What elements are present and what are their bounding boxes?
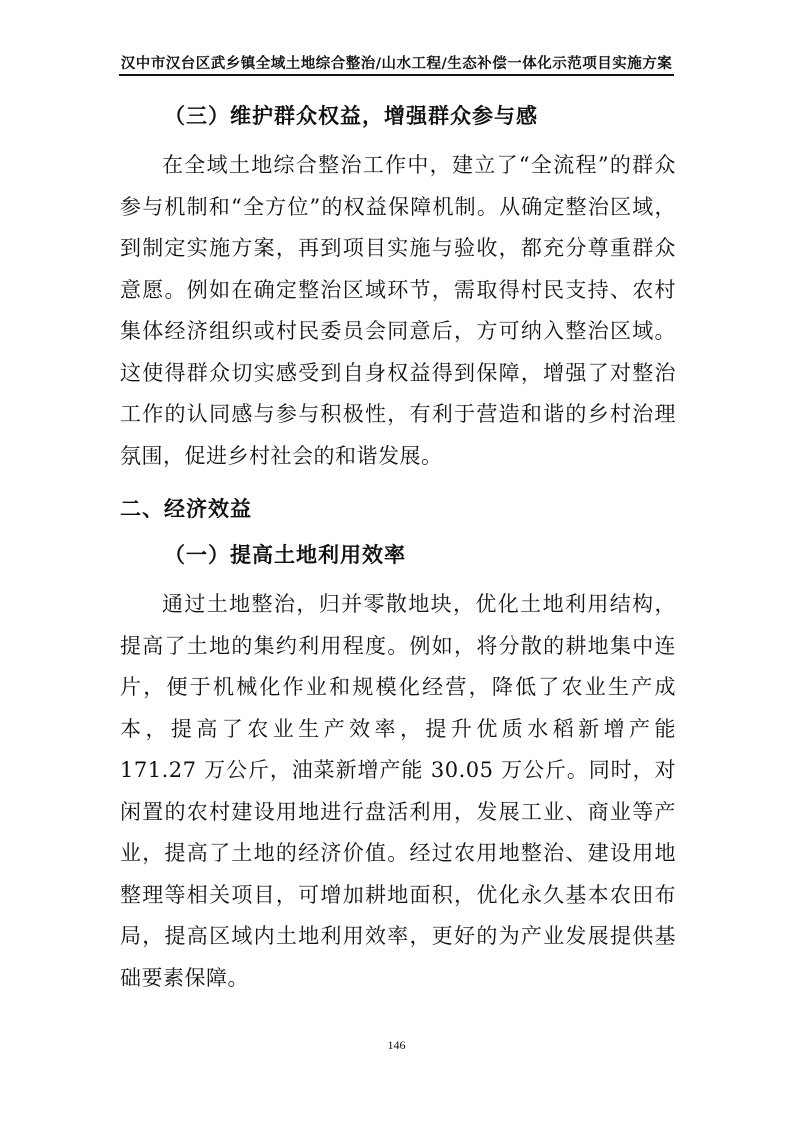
- section-heading-protect-rights: （三）维护群众权益，增强群众参与感: [164, 104, 538, 128]
- section-heading-land-efficiency: （一）提高土地利用效率: [164, 543, 406, 567]
- page-number: 146: [387, 1038, 406, 1052]
- chapter-heading-economic-benefits: 二、经济效益: [120, 497, 252, 521]
- paragraph-public-participation: 在全域土地综合整治工作中，建立了“全流程”的群众参与机制和“全方位”的权益保障机制。从确定整治区域，到制定实施方案，再到项目实施与验收，都充分尊重群众意愿。例如在确定整治区域环节，需取得村民支持、农村集体经济组织或村民委员会同意后，方可纳入整治区域。这使得群众切实感受到自身权益得到保障，增强了对整治工作的认同感与参与积极性，有利于营造和谐的乡村治理氛围，促进乡村社会的和谐发展。: [120, 153, 676, 468]
- paragraph-land-efficiency: 通过土地整治，归并零散地块，优化土地利用结构，提高了土地的集约利用程度。例如，将分散的耕地集中连片，便于机械化作业和规模化经营，降低了农业生产成本，提高了农业生产效率，提升优质水稻新增产能 171.27 万公斤，油菜新增产能 30.05 万公斤。同时，对闲置的农村建设用地进行盘活利用，发展工业、商业等产业，提高了土地的经济价值。经过农用地整治、建设用地整理等相关项目，可增加耕地面积，优化永久基本农田布局，提高区域内土地利用效率，更好的为产业发展提供基础要素保障。: [120, 592, 676, 990]
- header-rule: [119, 74, 674, 76]
- running-header: 汉中市汉台区武乡镇全域土地综合整治/山水工程/生态补偿一体化示范项目实施方案: [120, 56, 673, 72]
